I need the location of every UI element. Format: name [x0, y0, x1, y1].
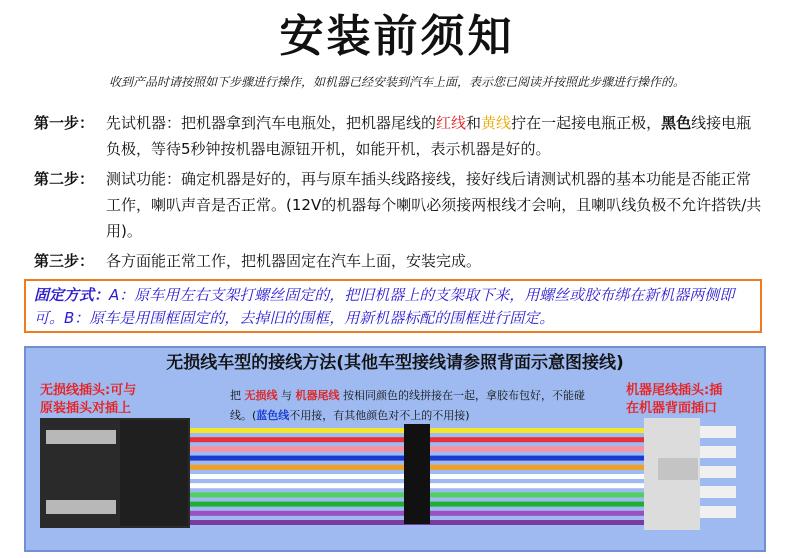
note-part-3: 按相同颜色的线拼接在一起，拿胶布包好，不能碰线。( [230, 389, 585, 422]
red-wire-text: 红线 [436, 114, 467, 132]
tail-connector [644, 418, 736, 530]
fixing-method-label: 固定方式： [34, 286, 110, 304]
steps-section [34, 110, 764, 274]
tail-pin-5 [700, 506, 736, 518]
lossless-connector-latch-bottom [46, 500, 116, 514]
step-1-label: 第一步： [34, 114, 95, 132]
yellow-wire-text: 黄线 [481, 114, 512, 132]
tail-plug-label-line1: 机器尾线插头:插 [626, 383, 723, 398]
step-3-label: 第三步： [34, 252, 95, 270]
tail-pin-4 [700, 486, 736, 498]
page-subtitle: 收到产品时请按照如下步骤进行操作，如机器已经安装到汽车上面，表示您已阅读并按照此步骤进行操作的。 [108, 75, 685, 89]
tail-pin-1 [700, 426, 736, 438]
step-1-and: 和 [466, 114, 482, 132]
step-1-text-a: 先试机器：把机器拿到汽车电瓶处，把机器尾线的 [106, 114, 437, 132]
lossless-connector-latch-top [46, 430, 116, 444]
harness-illustration [38, 416, 756, 546]
tail-plug-label [626, 382, 722, 418]
lossless-plug-label-line2: 原装插头对插上 [40, 401, 132, 416]
step-1 [34, 110, 764, 162]
step-2 [34, 166, 764, 244]
page-title: 安装前须知 [279, 11, 515, 62]
step-3 [34, 248, 764, 274]
note-part-1: 把 [230, 389, 245, 402]
step-1-text-c: 线接电瓶负极，等待5秒钟按机器电源钮开机，如能开机，表示机器是好的。 [106, 114, 752, 158]
wiring-title: 无损线车型的接线方法(其他车型接线请参照背面示意图接线) [166, 353, 624, 373]
splice-tape [404, 424, 430, 524]
wiring-panel [24, 346, 766, 552]
lossless-connector [40, 418, 190, 528]
tail-pin-3 [700, 466, 736, 478]
note-part-4: 不用接，有其他颜色对不上的不用接) [289, 409, 470, 422]
fixing-method-box [24, 279, 762, 333]
step-1-text-b: 拧在一起接电瓶正极， [511, 114, 662, 132]
step-2-label: 第二步： [34, 170, 95, 188]
black-wire-text: 黑色 [661, 114, 692, 132]
step-2-text: 测试功能：确定机器是好的，再与原车插头线路接线，接好线后请测试机器的基本功能是否能正常工作，喇叭声音是否正常。(12V的机器每个喇叭必须接两根线才会响，且喇叭线负极不允许搭铁/共用)。 [106, 170, 762, 240]
note-lossless-line: 无损线 [244, 389, 278, 402]
step-3-text: 各方面能正常工作，把机器固定在汽车上面，安装完成。 [106, 252, 482, 270]
note-tail-line: 机器尾线 [295, 389, 340, 402]
note-part-2: 与 [277, 389, 296, 402]
lossless-connector-collar [120, 420, 188, 526]
lossless-plug-label [40, 382, 136, 418]
tail-plug-label-line2: 在机器背面插口 [626, 401, 718, 416]
tail-pin-2 [700, 446, 736, 458]
tail-connector-latch [658, 458, 698, 480]
fixing-method-text: A：原车用左右支架打螺丝固定的，把旧机器上的支架取下来，用螺丝或胶布绑在新机器两侧即可。B：原车是用围框固定的，去掉旧的围框，用新机器标配的围框进行固定。 [34, 286, 735, 327]
lossless-plug-label-line1: 无损线插头:可与 [40, 383, 137, 398]
note-blue-line: 蓝色线 [256, 409, 290, 422]
